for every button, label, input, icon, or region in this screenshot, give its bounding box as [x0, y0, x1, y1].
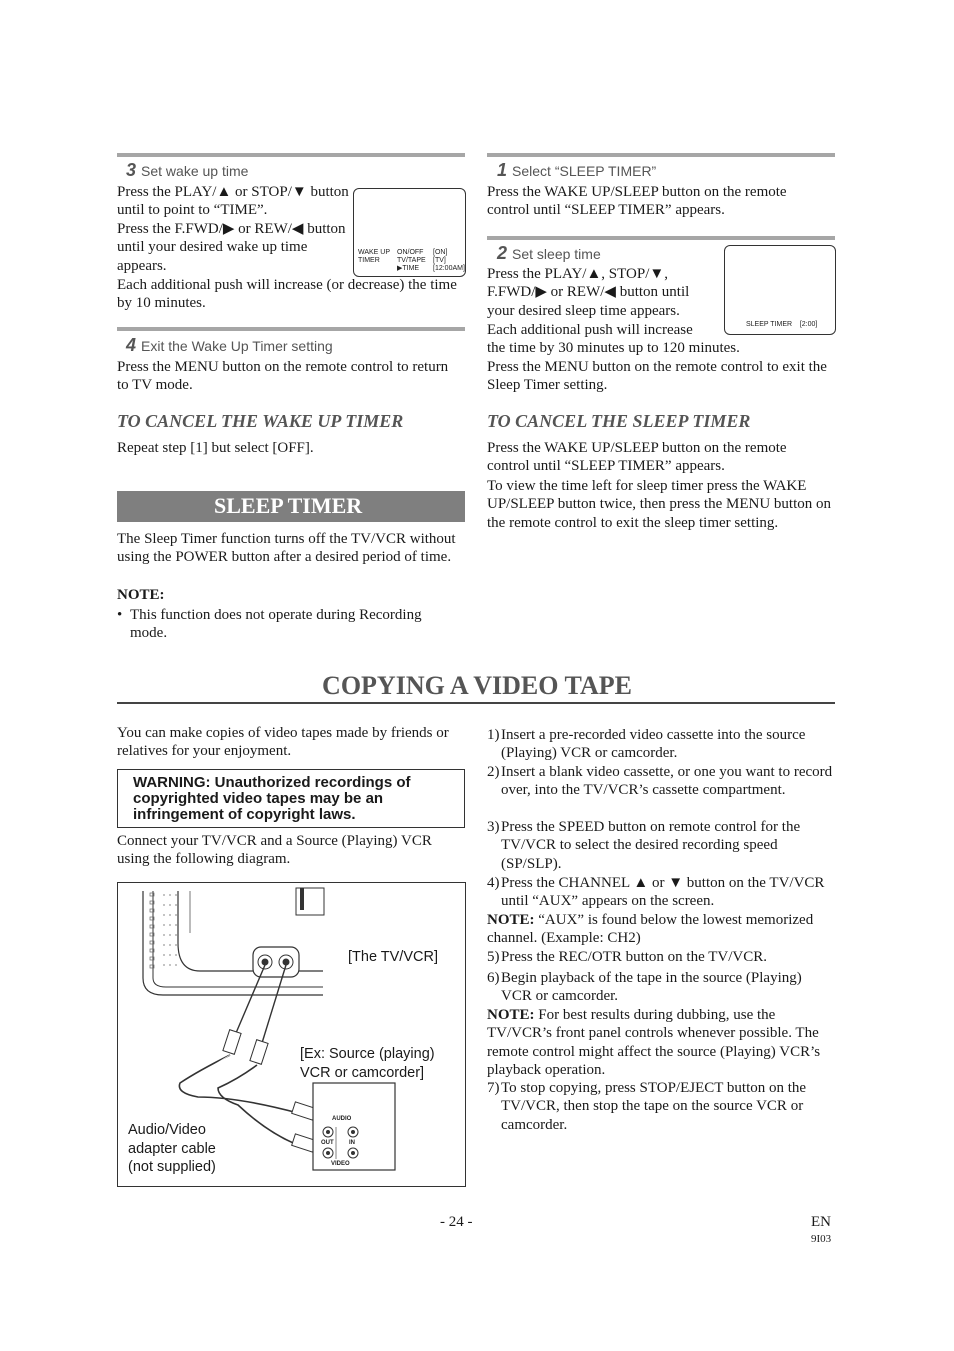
cable-label: Audio/Video adapter cable (not supplied)	[128, 1122, 216, 1175]
screen-text: WAKE UP TIMER	[358, 249, 391, 264]
jack-label-out: OUT	[321, 1140, 334, 1146]
sleep-timer-banner	[117, 491, 465, 522]
list-item: 6) Begin playback of the tape in the source (Playing) VCR or camcorder.	[487, 970, 802, 1005]
note-bullet: •	[117, 607, 123, 623]
step-number: 3	[126, 160, 137, 180]
cancel-sleep-text: To view the time left for sleep timer press the WAKE UP/SLEEP button twice, then press the MENU button on the remote control to exit the sleep timer setting.	[487, 478, 832, 531]
sleep-intro: The Sleep Timer function turns off the TV/VCR without using the POWER button after a desired period of time.	[117, 531, 456, 566]
step-heading	[497, 160, 656, 181]
warning-text: WARNING: Unauthorized recordings of copyrighted video tapes may be an infringement of copyright laws.	[133, 774, 411, 823]
title-underline	[117, 702, 835, 704]
step-title: Exit the Wake Up Timer setting	[141, 338, 333, 354]
step-heading	[497, 243, 601, 264]
copying-intro: You can make copies of video tapes made by friends or relatives for your enjoyment.	[117, 725, 449, 760]
page-number: - 24 -	[440, 1214, 473, 1230]
note-text: This function does not operate during Recording mode.	[130, 607, 422, 642]
section-rule	[487, 153, 835, 157]
step-heading	[126, 160, 248, 181]
step-number: 1	[497, 160, 508, 180]
step-title: Select “SLEEP TIMER”	[512, 163, 657, 179]
jack-label-video: VIDEO	[331, 1161, 350, 1167]
section-rule	[117, 327, 465, 331]
step-title: Set wake up time	[141, 163, 249, 179]
copying-note: NOTE: “AUX” is found below the lowest memorized channel. (Example: CH2)	[487, 912, 814, 947]
sleep-timer-title: SLEEP TIMER	[214, 493, 363, 518]
step-text: Press the PLAY/▲, STOP/▼, F.FWD/▶ or REW/◀ button until your desired sleep time appears.	[487, 266, 690, 319]
language-code: EN	[811, 1214, 831, 1230]
step-text: Press the MENU button on the remote control to return to TV mode.	[117, 359, 449, 394]
tv-label: [The TV/VCR]	[348, 949, 438, 965]
step-heading	[126, 335, 333, 356]
screen-text: [ON] [TV] [12:00AM]	[433, 249, 465, 272]
source-label: [Ex: Source (playing) VCR or camcorder]	[300, 1046, 435, 1081]
cancel-wake-text: Repeat step [1] but select [OFF].	[117, 440, 314, 456]
step-text: Press the F.FWD/▶ or REW/◀ button until your desired wake up time appears.	[117, 221, 346, 274]
document-code: 9I03	[811, 1233, 832, 1245]
list-item: 7) To stop copying, press STOP/EJECT button on the TV/VCR, then stop the tape on the source VCR or camcorder.	[487, 1080, 807, 1133]
list-item: 1) Insert a pre-recorded video cassette into the source (Playing) VCR or camcorder.	[487, 727, 806, 762]
wake-timer-screen	[353, 188, 466, 277]
screen-text: ON/OFF TV/TAPE ▶TIME	[397, 249, 426, 272]
note-label: NOTE:	[117, 587, 165, 603]
step-title: Set sleep time	[512, 246, 601, 262]
step-number: 4	[126, 335, 137, 355]
step-text: the time by 30 minutes up to 120 minutes.	[487, 340, 740, 356]
cancel-sleep-heading: TO CANCEL THE SLEEP TIMER	[487, 411, 751, 431]
section-rule	[487, 236, 835, 240]
jack-label-in: IN	[349, 1140, 355, 1146]
list-item: 4) Press the CHANNEL ▲ or ▼ button on the TV/VCR until “AUX” appears on the screen.	[487, 875, 825, 910]
connection-diagram	[117, 882, 466, 1187]
step-text: Each additional push will increase	[487, 322, 693, 338]
step-text: Press the MENU button on the remote control to exit the Sleep Timer setting.	[487, 359, 827, 394]
list-item: 2) Insert a blank video cassette, or one you want to record over, into the TV/VCR’s cassette compartment.	[487, 764, 833, 799]
step-number: 2	[497, 243, 508, 263]
section-rule	[117, 153, 465, 157]
jack-label-audio: AUDIO	[332, 1116, 352, 1122]
cancel-sleep-text: Press the WAKE UP/SLEEP button on the remote control until “SLEEP TIMER” appears.	[487, 440, 787, 475]
cancel-wake-heading: TO CANCEL THE WAKE UP TIMER	[117, 411, 404, 431]
copying-title: COPYING A VIDEO TAPE	[322, 671, 632, 700]
step-text: Each additional push will increase (or decrease) the time by 10 minutes.	[117, 277, 457, 312]
step-text: Press the PLAY/▲ or STOP/▼ button until to point to “TIME”.	[117, 184, 349, 219]
list-item: 3) Press the SPEED button on remote control for the TV/VCR to select the desired recording speed (SP/SLP).	[487, 819, 801, 872]
warning-box	[117, 769, 465, 828]
sleep-timer-screen	[724, 245, 836, 335]
screen-text: SLEEP TIMER [2:00]	[746, 321, 818, 328]
copying-note: NOTE: For best results during dubbing, use the TV/VCR’s front panel controls whenever possible. The remote control might affect the source (Playing) VCR’s playback operation.	[487, 1007, 821, 1079]
step-text: Press the WAKE UP/SLEEP button on the remote control until “SLEEP TIMER” appears.	[487, 184, 787, 219]
list-item: 5) Press the REC/OTR button on the TV/VCR.	[487, 949, 767, 965]
connect-text: Connect your TV/VCR and a Source (Playing) VCR using the following diagram.	[117, 833, 432, 868]
